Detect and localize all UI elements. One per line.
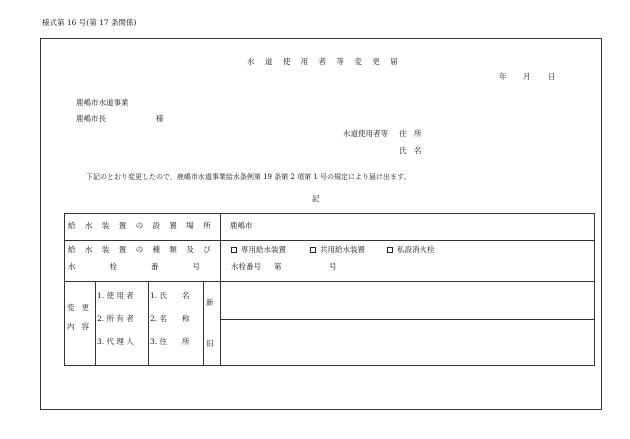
field-title: 2. 名 称	[150, 314, 190, 323]
change-label-2: 内容	[67, 322, 96, 331]
option-hydrant: 私設消火栓	[387, 246, 435, 254]
role-agent: 3. 代 理 人	[97, 337, 134, 346]
option-shared: 共用給水装置	[310, 246, 365, 254]
addressee-org: 鹿嶋市水道事業	[76, 98, 129, 107]
shared-checkbox[interactable]	[310, 247, 316, 253]
dedicated-checkbox[interactable]	[231, 247, 237, 253]
type-label-1: 給水装置の種類及び	[68, 245, 221, 254]
date-year: 年	[499, 72, 507, 81]
date-month: 月	[523, 72, 531, 81]
applicant-name-label: 氏 名	[399, 146, 422, 155]
role-owner: 2. 所 有 者	[97, 314, 134, 323]
applicant-label: 水道使用者等	[343, 129, 388, 138]
new-label: 新	[206, 298, 214, 307]
statement: 下記のとおり変更したので，鹿嶋市水道事業給水条例第 19 条第 2 項第 1 号の規定により届け出ます。	[86, 173, 411, 181]
field-name: 1. 氏 名	[150, 291, 190, 300]
addressee-mayor: 鹿嶋市長	[76, 114, 106, 123]
form-number: 様式第 16 号(第 17 条関係)	[42, 18, 137, 27]
role-user: 1. 使 用 者	[97, 291, 134, 300]
applicant-address-label: 住 所	[399, 129, 422, 138]
hydrant-number-go: 号	[329, 262, 337, 271]
location-label: 給水装置の設置場所	[68, 221, 221, 230]
field-address: 3. 住 所	[150, 337, 190, 346]
hydrant-number-dai: 第	[274, 262, 282, 271]
change-table	[64, 213, 595, 366]
page-title: 水 道 使 用 者 等 変 更 届	[247, 57, 402, 66]
option-dedicated: 専用給水装置	[231, 246, 286, 254]
type-label-2: 水栓番号	[68, 262, 234, 271]
old-label: 旧	[206, 339, 214, 348]
addressee-honorific: 様	[156, 114, 164, 123]
ki-heading: 記	[312, 194, 320, 203]
change-label-1: 変更	[67, 303, 96, 312]
date-day: 日	[548, 72, 556, 81]
hydrant-checkbox[interactable]	[387, 247, 393, 253]
hydrant-number-label: 水栓番号	[231, 262, 261, 271]
location-value: 鹿嶋市	[230, 221, 253, 230]
